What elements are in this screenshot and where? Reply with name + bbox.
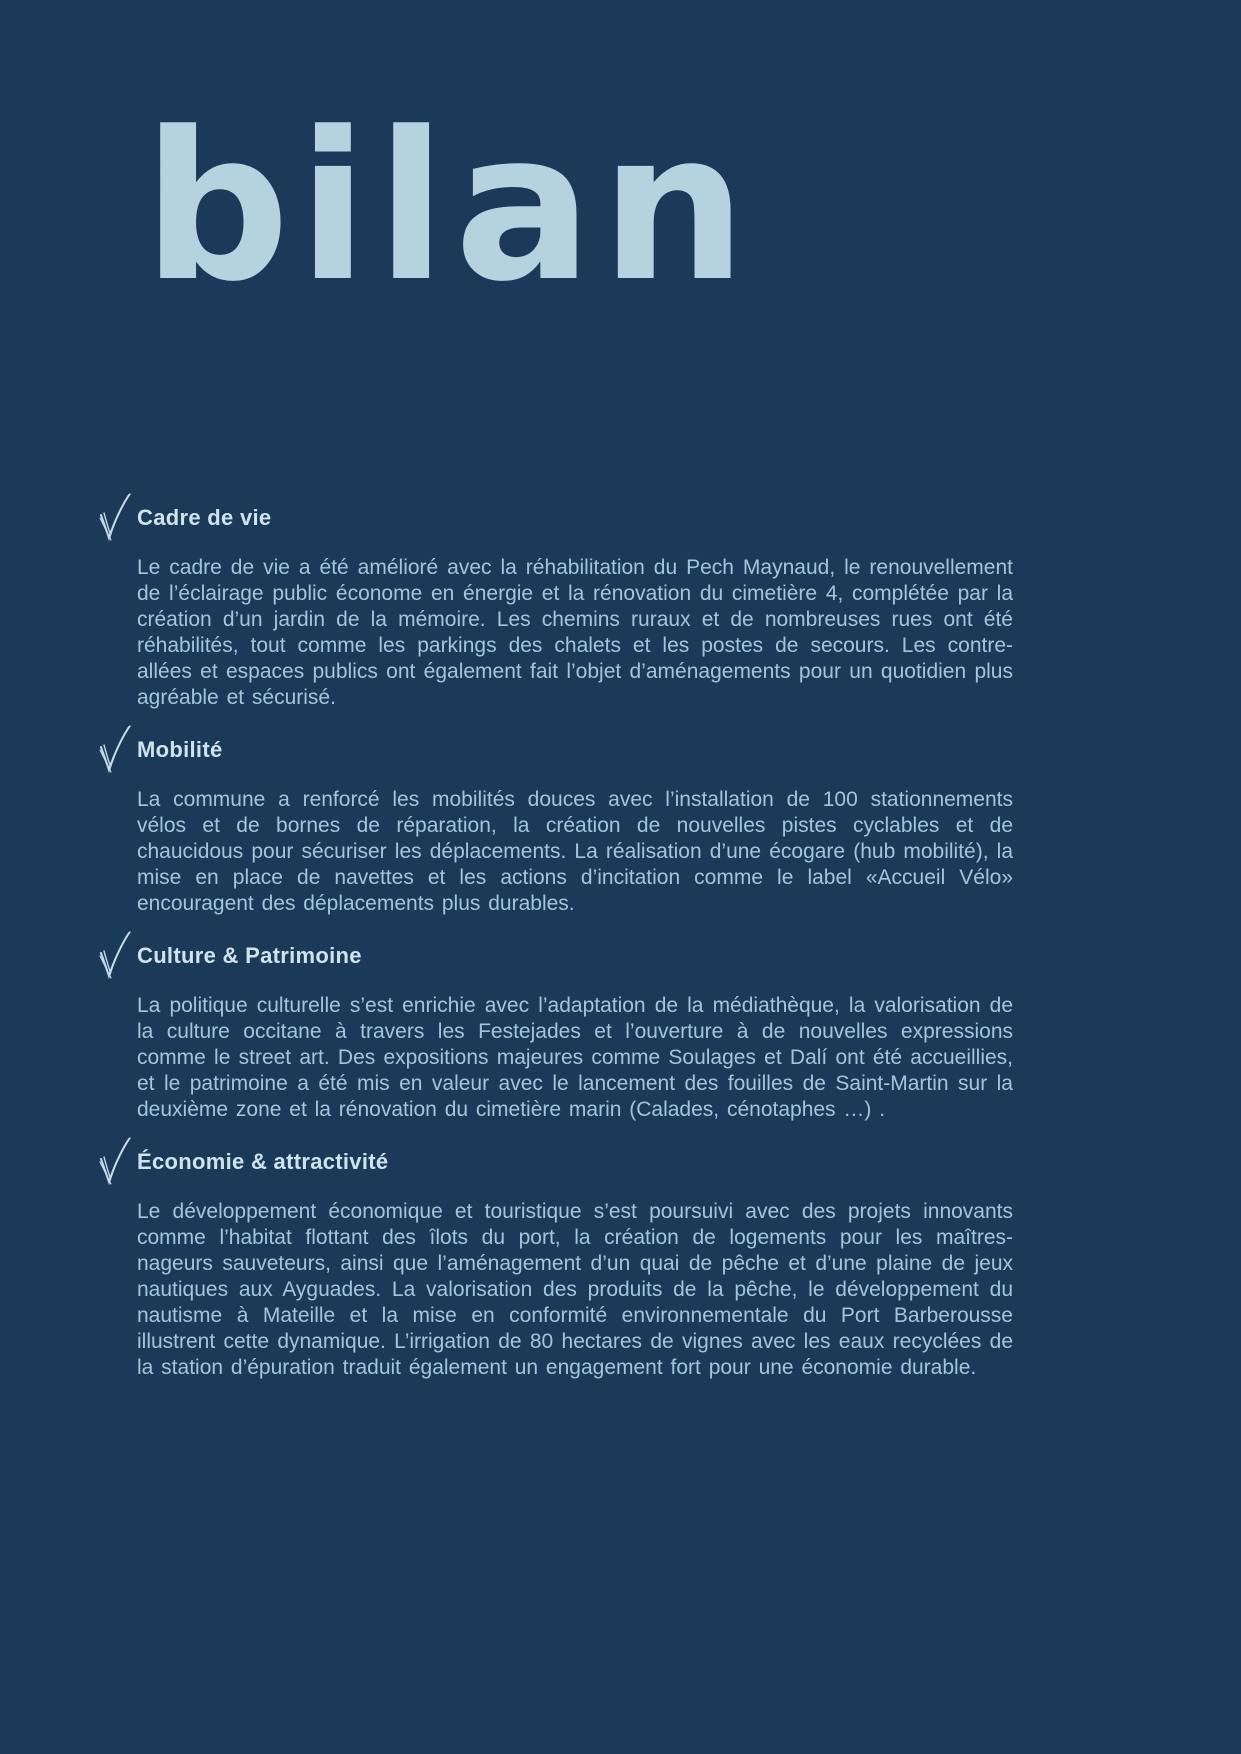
section-heading-row [137,505,1013,531]
section-body-text: La commune a renforcé les mobilités douces avec l’installation de 100 stationnements vélos et de bornes de réparation, la création de nouvelles pistes cyclables et de chaucidous pour sécuriser les déplacements. La réalisation d’une écogare (hub mobilité), la mise en place de navettes et les actions d’incitation comme le label «Accueil Vélo» encouragent des déplacements plus durables. [137,788,1013,915]
section-cadre-de-vie [137,505,1013,711]
section-heading-row [137,1149,1013,1175]
page-title: bilan [143,89,755,327]
check-icon [95,1135,133,1189]
section-heading: Mobilité [137,737,223,762]
check-icon [95,723,133,777]
section-body-text: Le cadre de vie a été amélioré avec la réhabilitation du Pech Maynaud, le renouvellement de l’éclairage public économe en énergie et la rénovation du cimetière 4, complétée par la création d’un jardin de la mémoire. Les chemins ruraux et de nombreuses rues ont été réhabilités, tout comme les parkings des chalets et les postes de secours. Les contre-allées et espaces publics ont également fait l’objet d’aménagements pour un quotidien plus agréable et sécurisé. [137,556,1013,709]
section-heading-row [137,737,1013,763]
check-icon [95,491,133,545]
check-icon [95,929,133,983]
section-culture-patrimoine [137,943,1013,1123]
section-heading: Économie & attractivité [137,1149,389,1174]
section-heading: Culture & Patrimoine [137,943,362,968]
section-mobilite [137,737,1013,917]
section-heading: Cadre de vie [137,505,272,530]
content-column [137,505,1013,1407]
section-heading-row [137,943,1013,969]
section-body-text: La politique culturelle s’est enrichie avec l’adaptation de la médiathèque, la valorisation de la culture occitane à travers les Festejades et l’ouverture à de nouvelles expressions comme le street art. Des expositions majeures comme Soulages et Dalí ont été accueillies, et le patrimoine a été mis en valeur avec le lancement des fouilles de Saint-Martin sur la deuxième zone et la rénovation du cimetière marin (Calades, cénotaphes …) . [137,994,1013,1121]
section-economie-attractivite [137,1149,1013,1381]
section-body-text: Le développement économique et touristique s’est poursuivi avec des projets innovants comme l’habitat flottant des îlots du port, la création de logements pour les maîtres-nageurs sauveteurs, ainsi que l’aménagement d’un quai de pêche et d’une plaine de jeux nautiques aux Ayguades. La valorisation des produits de la pêche, le développement du nautisme à Mateille et la mise en conformité environnementale du Port Barberousse illustrent cette dynamique. L’irrigation de 80 hectares de vignes avec les eaux recyclées de la station d’épuration traduit également un engagement fort pour une économie durable. [137,1200,1013,1379]
